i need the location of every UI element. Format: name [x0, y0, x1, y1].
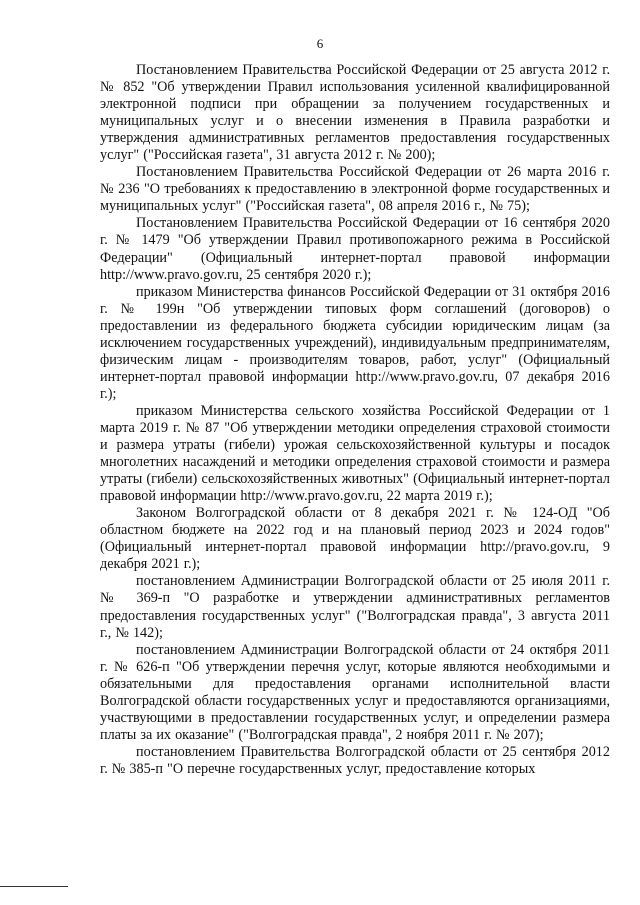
paragraph-resolution-385-p: постановлением Правительства Волгоградской области от 25 сентября 2012 г. № 385-п "О перечне государственных услуг, предоставление которых: [100, 743, 610, 777]
paragraph-decree-236: Постановлением Правительства Российской Федерации от 26 марта 2016 г. № 236 "О требованиях к предоставлению в электронной форме государственных и муниципальных услуг" ("Российская газета", 08 апреля 2016 г., № 75);: [100, 164, 610, 215]
paragraph-resolution-626-p: постановлением Администрации Волгоградской области от 24 октября 2011 г. № 626-п "Об утверждении перечня услуг, которые являются необходимыми и обязательными для предоставления органами исполнительной власти Волгоградской области государственных услуг и предоставляются организациями, участвующими в предоставлении государственных услуг, и определении размера платы за их оказание" ("Волгоградская правда", 2 ноября 2011 г. № 207);: [100, 641, 610, 743]
page-number: 6: [316, 36, 324, 51]
paragraph-resolution-369-p: постановлением Администрации Волгоградской области от 25 июля 2011 г. № 369-п "О разработке и утверждении административных регламентов предоставления государственных услуг" ("Волгоградская правда", 3 августа 2011 г., № 142);: [100, 573, 610, 641]
bottom-divider: [0, 886, 68, 887]
document-body: [100, 62, 610, 778]
paragraph-order-199n: приказом Министерства финансов Российской Федерации от 31 октября 2016 г. № 199н "Об утверждении типовых форм соглашений (договоров) о предоставлении из федерального бюджета субсидии юридическим лицам (за исключением государственных учреждений), индивидуальным предпринимателям, физическим лицам - производителям товаров, работ, услуг" (Официальный интернет-портал правовой информации http://www.pravo.gov.ru, 07 декабря 2016 г.);: [100, 283, 610, 402]
paragraph-decree-852: Постановлением Правительства Российской Федерации от 25 августа 2012 г. № 852 "Об утверждении Правил использования усиленной квалифицированной электронной подписи при обращении за получением государственных и муниципальных услуг и о внесении изменения в Правила разработки и утверждения административных регламентов предоставления государственных услуг" ("Российская газета", 31 августа 2012 г. № 200);: [100, 62, 610, 164]
paragraph-decree-1479: Постановлением Правительства Российской Федерации от 16 сентября 2020 г. № 1479 "Об утверждении Правил противопожарного режима в Российской Федерации" (Официальный интернет-портал правовой информации http://www.pravo.gov.ru, 25 сентября 2020 г.);: [100, 215, 610, 283]
paragraph-order-87: приказом Министерства сельского хозяйства Российской Федерации от 1 марта 2019 г. № 87 "Об утверждении методики определения страховой стоимости и размера утраты (гибели) урожая сельскохозяйственной культуры и посадок многолетних насаждений и методики определения страховой стоимости и размера утраты (гибели) сельскохозяйственных животных" (Официальный интернет-портал правовой информации http://www.pravo.gov.ru, 22 марта 2019 г.);: [100, 402, 610, 505]
paragraph-law-124-od: Законом Волгоградской области от 8 декабря 2021 г. № 124-ОД "Об областном бюджете на 2022 год и на плановый период 2023 и 2024 годов" (Официальный интернет-портал правовой информации http://pravo.gov.ru, 9 декабря 2021 г.);: [100, 505, 610, 573]
